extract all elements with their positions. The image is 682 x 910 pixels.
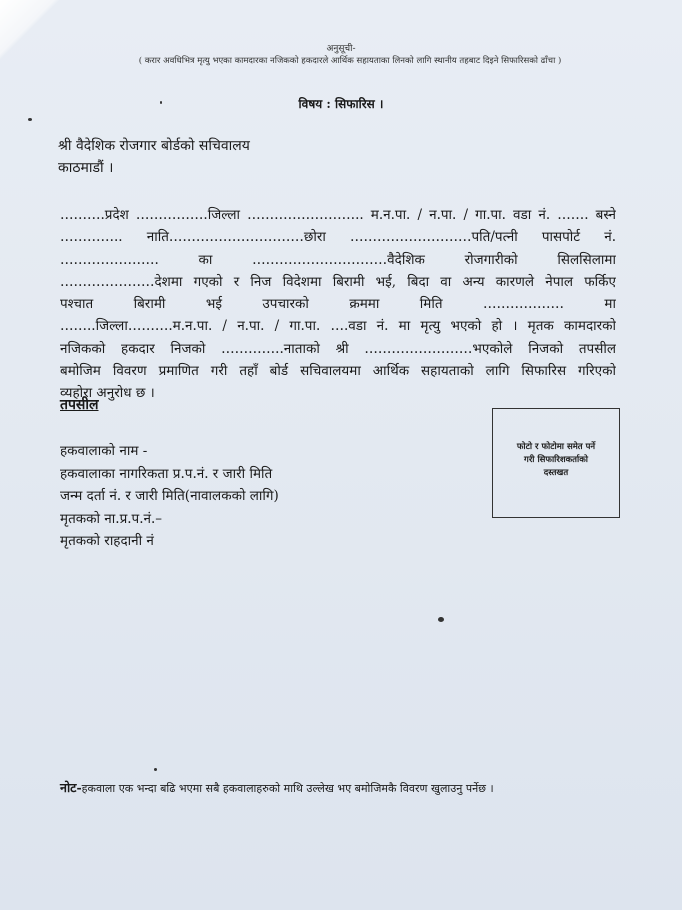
photo-box-line-1: फोटो र फोटोमा समेत पर्ने <box>516 442 596 452</box>
body-line: …………………. का …………………………वैदेशिक रोजगारीको सिलसिलामा <box>60 251 616 268</box>
footnote <box>60 779 494 796</box>
body-line: बमोजिम विवरण प्रमाणित गरी तहाँ बोर्ड सचिवालयमा आर्थिक सहायताको लागि सिफारिस गरिएको <box>60 363 616 380</box>
photo-box-line-3: दस्तखत <box>543 468 569 478</box>
details-item: हकवालाको नाम - <box>60 443 148 459</box>
annex-title: अनुसूची- <box>326 44 356 54</box>
body-line: ……….प्रदेश …………….जिल्ला …………………….. म.न.पा. / न.पा. / गा.पा. वडा नं. ……. बस्ने <box>60 207 616 223</box>
body-line: पश्चात बिरामी भई उपचारको क्रममा मिति ……………… मा <box>60 296 616 313</box>
addressee-block <box>58 135 250 179</box>
details-item: मृतकको ना.प्र.प.नं.– <box>60 510 163 527</box>
scan-speck <box>160 101 162 104</box>
body-line: व्यहोरा अनुरोध छ । <box>60 385 155 402</box>
note-text: हकवाला एक भन्दा बढि भएमा सबै हकवालाहरुको माथि उल्लेख भए बमोजिमकै विवरण खुलाउनु पर्नेछ । <box>81 782 494 795</box>
subject-heading: विषय : सिफारिस । <box>298 97 384 111</box>
addressee-line-1: श्री वैदेशिक रोजगार बोर्डको सचिवालय <box>58 138 250 154</box>
details-item: जन्म दर्ता नं. र जारी मिति(नावालकको लागि) <box>60 488 279 505</box>
body-line: …………………देशमा गएको र निज विदेशमा बिरामी भई, बिदा वा अन्य कारणले नेपाल फर्किए <box>60 273 616 290</box>
note-label: नोट- <box>60 780 82 795</box>
scan-speck <box>28 118 32 121</box>
scan-speck <box>154 768 157 771</box>
body-line: ………….. नाति…………………………छोरा ………………………पति/पत्नी पासपोर्ट नं. <box>60 229 616 246</box>
details-item: हकवालाका नागरिकता प्र.प.नं. र जारी मिति <box>60 465 273 482</box>
photo-signature-box <box>492 408 620 518</box>
details-item: मृतकको राहदानी नं <box>60 533 154 550</box>
details-heading: तपसील <box>60 397 99 413</box>
details-list <box>60 440 279 553</box>
letter-body <box>60 204 616 405</box>
scan-speck <box>438 617 444 622</box>
photo-box-line-2: गरी सिफारिशकर्ताको <box>524 455 588 465</box>
annex-subtitle: ( करार अवधिभित्र मृत्यु भएका कामदारका नजिकको हकदारले आर्थिक सहायताका लिनको लागि स्थानीय तहबाट दिइने सिफारिसको ढाँचा ) <box>138 56 562 66</box>
body-line: नजिकको हकदार निजको …………..नाताको श्री ……………………भएकोले निजको तपसील <box>60 340 616 357</box>
addressee-line-2: काठमाडौं । <box>58 160 114 176</box>
body-line: ……..जिल्ला……….म.न.पा. / न.पा. / गा.पा. ….वडा नं. मा मृत्यु भएको हो । मृतक कामदारको <box>60 318 616 335</box>
